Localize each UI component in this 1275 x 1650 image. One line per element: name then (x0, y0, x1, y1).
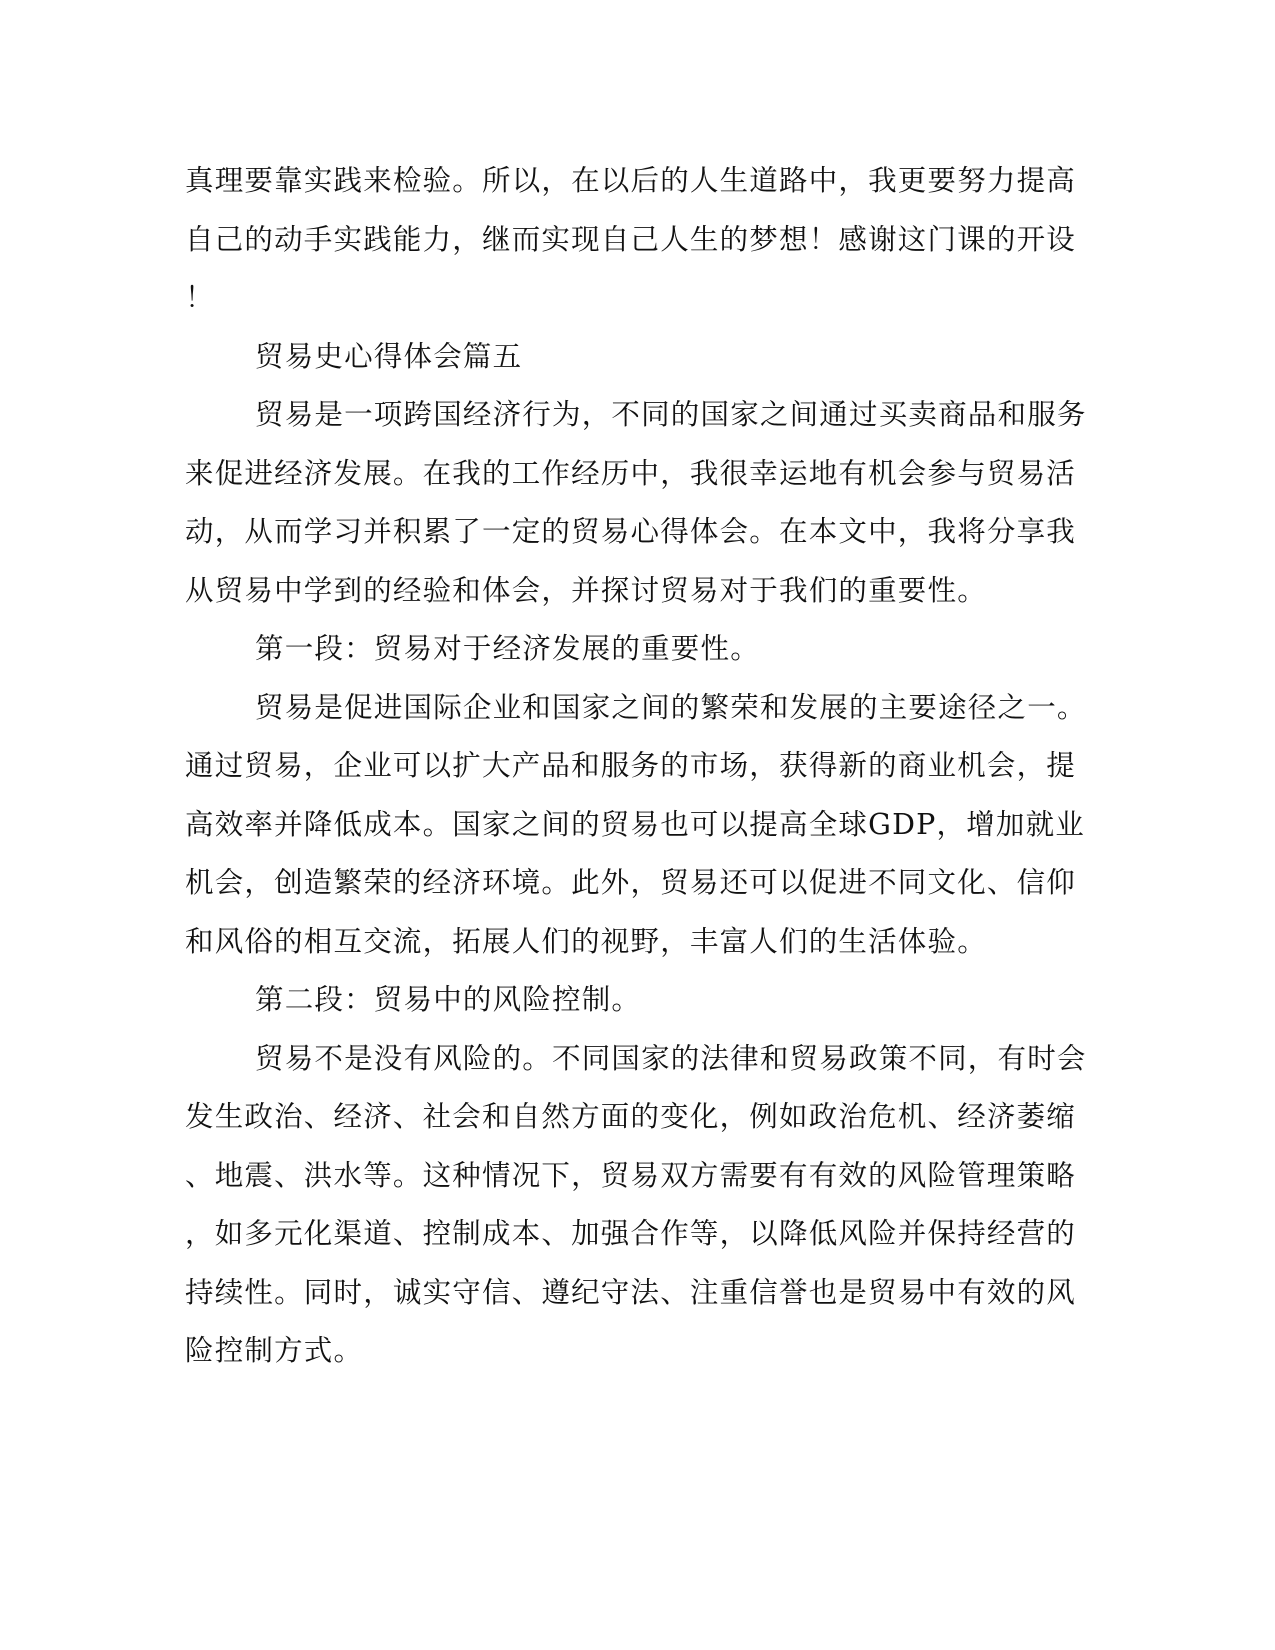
body-text-line: 持续性。同时，诚实守信、遵纪守法、注重信誉也是贸易中有效的风 (185, 1275, 1077, 1309)
section-title: 贸易史心得体会篇五 (255, 339, 523, 373)
document-body (185, 152, 1087, 1381)
body-text-line: 机会，创造繁荣的经济环境。此外，贸易还可以促进不同文化、信仰 (185, 866, 1077, 899)
paragraph-heading: 第二段：贸易中的风险控制。 (255, 983, 642, 1016)
body-text-line: 贸易不是没有风险的。不同国家的法律和贸易政策不同，有时会 (255, 1041, 1087, 1075)
body-text-line: 和风俗的相互交流，拓展人们的视野，丰富人们的生活体验。 (185, 924, 987, 958)
body-text-line: 从贸易中学到的经验和体会，并探讨贸易对于我们的重要性。 (185, 573, 987, 607)
body-text-line: ，如多元化渠道、控制成本、加强合作等，以降低风险并保持经营的 (185, 1217, 1077, 1250)
body-text-line: 险控制方式。 (185, 1334, 364, 1367)
body-text-line: ！ (185, 281, 215, 314)
body-text-line: 、地震、洪水等。这种情况下，贸易双方需要有有效的风险管理策略 (185, 1158, 1077, 1192)
body-text-line: 高效率并降低成本。国家之间的贸易也可以提高全球GDP，增加就业 (185, 807, 1085, 841)
body-text-line: 自己的动手实践能力，继而实现自己人生的梦想！感谢这门课的开设 (185, 222, 1077, 256)
paragraph-heading: 第一段：贸易对于经济发展的重要性。 (255, 632, 760, 665)
body-text-line: 通过贸易，企业可以扩大产品和服务的市场，获得新的商业机会，提 (185, 749, 1077, 782)
body-text-line: 贸易是一项跨国经济行为，不同的国家之间通过买卖商品和服务 (255, 398, 1087, 431)
body-text-line: 发生政治、经济、社会和自然方面的变化，例如政治危机、经济萎缩 (185, 1100, 1077, 1133)
body-text-line: 贸易是促进国际企业和国家之间的繁荣和发展的主要途径之一。 (255, 690, 1087, 724)
body-text-line: 来促进经济发展。在我的工作经历中，我很幸运地有机会参与贸易活 (185, 456, 1077, 490)
body-text-line: 真理要靠实践来检验。所以，在以后的人生道路中，我更要努力提高 (185, 164, 1077, 197)
body-text-line: 动，从而学习并积累了一定的贸易心得体会。在本文中，我将分享我 (185, 515, 1077, 548)
